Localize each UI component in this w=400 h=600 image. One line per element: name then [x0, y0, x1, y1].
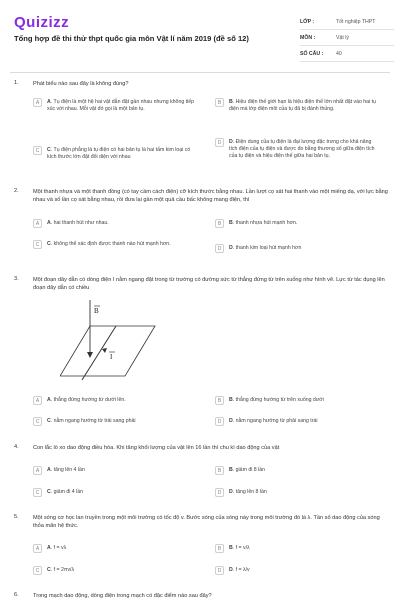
option-text: Hiệu điện thế giới hạn là hiệu điện thế lớn nhất đặt vào hai tụ điện mà lớp điện môi của tụ đã bị đánh thủng. [229, 99, 376, 112]
option-label: D [229, 489, 233, 495]
meta-key: SỐ CÂU : [300, 50, 324, 57]
meta-row-count [300, 46, 394, 62]
option-label: B [229, 545, 233, 551]
meta-row-subject [300, 30, 394, 46]
question-number: 4. [14, 444, 19, 450]
option-label: A [47, 545, 51, 551]
meta-key: MÔN : [300, 34, 316, 41]
option-letter: B [215, 466, 224, 475]
option-letter: C [33, 146, 42, 155]
question-3: 3. Một đoạn dây dẫn có dòng điện I nằm ngang đặt trong từ trường có đường sức từ thẳng đứng từ trên xuống như hình vẽ. Lực từ tác dụng lên đoạn dây dẫn có chiều B I A A. thẳng đứng hướng từ dưới lên. B B. thẳng đứng hướng từ trên xuống dưới C C. nằm ngang hướng từ trái sang phải D D. nằm ngang hướng từ phải sang trái [10, 276, 390, 431]
option-label: C [47, 241, 51, 247]
worksheet-title: Tổng hợp đề thi thử thpt quốc gia môn Vật lí năm 2019 (đề số 12) [14, 34, 249, 43]
option-text: nằm ngang hướng từ trái sang phải [53, 418, 136, 424]
option-letter: D [215, 417, 224, 426]
option-text: f = 2πv/λ [53, 567, 75, 573]
option-text: Tụ điện phẳng là tụ điện có hai bản tụ là hai tấm kim loại có kích thước lớn đặt đối diện với nhau [47, 147, 191, 160]
meta-value: 40 [336, 50, 342, 57]
option-label: D [229, 139, 233, 145]
meta-row-class [300, 14, 394, 30]
option-label: A [47, 397, 51, 403]
option-text: không thể xác định được thanh nào hút mạnh hơn. [53, 241, 171, 247]
option-letter: A [33, 219, 42, 228]
current-arrowhead [102, 348, 107, 353]
b-label: B [94, 307, 99, 315]
option-text: f = λ/v [235, 567, 250, 573]
option-text: giảm đi 4 lần [53, 489, 84, 495]
option-text: thẳng đứng hướng từ trên xuống dưới [235, 397, 324, 403]
option-label: B [229, 397, 233, 403]
question-number: 1. [14, 80, 19, 86]
option-letter: D [215, 138, 224, 147]
field-arrowhead [87, 352, 93, 358]
question-5: 5. Một sóng cơ học lan truyền trong một môi trường có tốc độ v. Bước sóng của sóng này trong môi trường đó là λ. Tần số dao động của sóng thỏa mãn hệ thức. A A. f = vλ B B. f = v/λ C C. f = 2πv/λ D D. f = λ/v [10, 514, 390, 580]
option-text: thanh nhựa hút mạnh hơn. [235, 220, 298, 226]
option-label: A [47, 467, 51, 473]
option-letter: D [215, 244, 224, 253]
option-letter: A [33, 544, 42, 553]
question-text: Con lắc lò xo dao động điều hòa. Khi tăng khối lượng của vật lên 16 lần thì chu kì dao động của vật [33, 445, 280, 451]
option-text: tăng lên 4 lần [53, 467, 85, 473]
option-letter: B [215, 98, 224, 107]
option-text: tăng lên 8 lần [235, 489, 267, 495]
option-label: D [229, 567, 233, 573]
question-number: 5. [14, 514, 19, 520]
option-letter: A [33, 466, 42, 475]
question-6 [10, 592, 390, 600]
option-text: Điện dung của tụ điện là đại lượng đặc trưng cho khả năng tích điện của tụ điện và được đo bằng thương số giữa điện tích của tụ điện và hiệu điện thế giữa hai bản tụ. [229, 139, 375, 159]
meta-key: LỚP : [300, 18, 315, 25]
option-letter: B [215, 396, 224, 405]
option-letter: A [33, 396, 42, 405]
question-number: 2. [14, 188, 19, 194]
option-letter: D [215, 488, 224, 497]
meta-value: Vật lý [336, 34, 349, 41]
question-2: 2. Một thanh nhựa và một thanh đồng (có tay cầm cách điện) cỡ kích thước bằng nhau. Lần lượt cọ sát hai thanh vào một miếng dạ, với lực bằng nhau và số lần cọ sát bằng nhau, rồi đưa lại gần một quả cầu bấc không mang điện, thì A A. hai thanh hút như nhau. B B. thanh nhựa hút mạnh hơn. C C. không thể xác định được thanh nào hút mạnh hơn. D D. thanh kim loại hút mạnh hơn [14, 188, 388, 252]
question-4: 4. Con lắc lò xo dao động điều hòa. Khi tăng khối lượng của vật lên 16 lần thì chu kì dao động của vật A A. tăng lên 4 lần B B. giảm đi 8 lần C C. giảm đi 4 lần D D. tăng lên 8 lần [10, 444, 390, 504]
option-label: C [47, 489, 51, 495]
option-letter: C [33, 240, 42, 249]
magnetic-field-figure [60, 296, 160, 386]
plane-outline [60, 326, 155, 376]
question-text: Phát biểu nào sau đây là không đúng? [33, 81, 129, 87]
option-label: C [47, 147, 51, 153]
option-letter: A [33, 98, 42, 107]
option-label: D [229, 418, 233, 424]
option-text: thanh kim loại hút mạnh hơn [235, 245, 302, 251]
option-label: C [47, 567, 51, 573]
option-text: hai thanh hút như nhau. [53, 220, 109, 226]
question-text: Trong mạch dao động, dòng điện trong mạch có đặc điểm nào sau đây? [33, 593, 212, 599]
header-divider [10, 72, 390, 73]
i-label: I [110, 353, 113, 361]
worksheet-header [0, 0, 400, 64]
question-number: 3. [14, 276, 19, 282]
option-label: D [229, 245, 233, 251]
question-1: 1. Phát biểu nào sau đây là không đúng? A A. Tụ điện là một hệ hai vật dẫn đặt gần nhau nhưng không tiếp xúc với nhau. Mỗi vật đó gọi là một bản tụ. B B. Hiệu điện thế giới hạn là hiệu điện thế lớn nhất đặt vào hai tụ điện mà lớp điện môi của tụ đã bị đánh thủng. C C. Tụ điện phẳng là tụ điện có hai bản tụ là hai tấm kim loại có kích thước lớn đặt đối diện với nhau D D. Điện dung của tụ điện là đại lượng đặc trưng cho khả năng tích điện của tụ điện và được đo bằng thương số giữa điện tích của tụ điện và hiệu điện thế giữa hai bản tụ. [10, 80, 390, 190]
question-text: Một sóng cơ học lan truyền trong một môi trường có tốc độ v. Bước sóng của sóng này trong môi trường đó là λ. Tần số dao động của sóng thỏa mãn hệ thức. [33, 515, 380, 529]
option-letter: C [33, 566, 42, 575]
question-text: Một thanh nhựa và một thanh đồng (có tay cầm cách điện) cỡ kích thước bằng nhau. Lần lượt cọ sát hai thanh vào một miếng dạ, với lực bằng nhau và số lần cọ sát bằng nhau, rồi đưa lại gần một quả cầu bấc không mang điện, thì [33, 189, 388, 203]
option-label: A [47, 99, 51, 105]
option-text: nằm ngang hướng từ phải sang trái [235, 418, 318, 424]
quizizz-logo: Quizizz [14, 14, 70, 31]
option-label: C [47, 418, 51, 424]
option-letter: C [33, 417, 42, 426]
option-text: thẳng đứng hướng từ dưới lên. [53, 397, 126, 403]
option-letter: B [215, 544, 224, 553]
option-text: f = vλ [53, 545, 67, 551]
option-letter: D [215, 566, 224, 575]
option-letter: B [215, 219, 224, 228]
option-text: Tụ điện là một hệ hai vật dẫn đặt gần nhau nhưng không tiếp xúc với nhau. Mỗi vật đó gọi là một bản tụ. [47, 99, 195, 112]
question-number: 6. [14, 592, 19, 598]
option-label: A [47, 220, 51, 226]
option-letter: C [33, 488, 42, 497]
option-label: B [229, 467, 233, 473]
option-text: giảm đi 8 lần [235, 467, 266, 473]
option-label: B [229, 99, 233, 105]
option-text: f = v/λ [235, 545, 250, 551]
meta-value: Tốt nghiệp THPT [336, 18, 376, 25]
worksheet-meta [300, 14, 394, 62]
question-text: Một đoạn dây dẫn có dòng điện I nằm ngang đặt trong từ trường có đường sức từ thẳng đứng từ trên xuống như hình vẽ. Lực từ tác dụng lên đoạn dây dẫn có chiều [33, 277, 385, 291]
option-label: B [229, 220, 233, 226]
